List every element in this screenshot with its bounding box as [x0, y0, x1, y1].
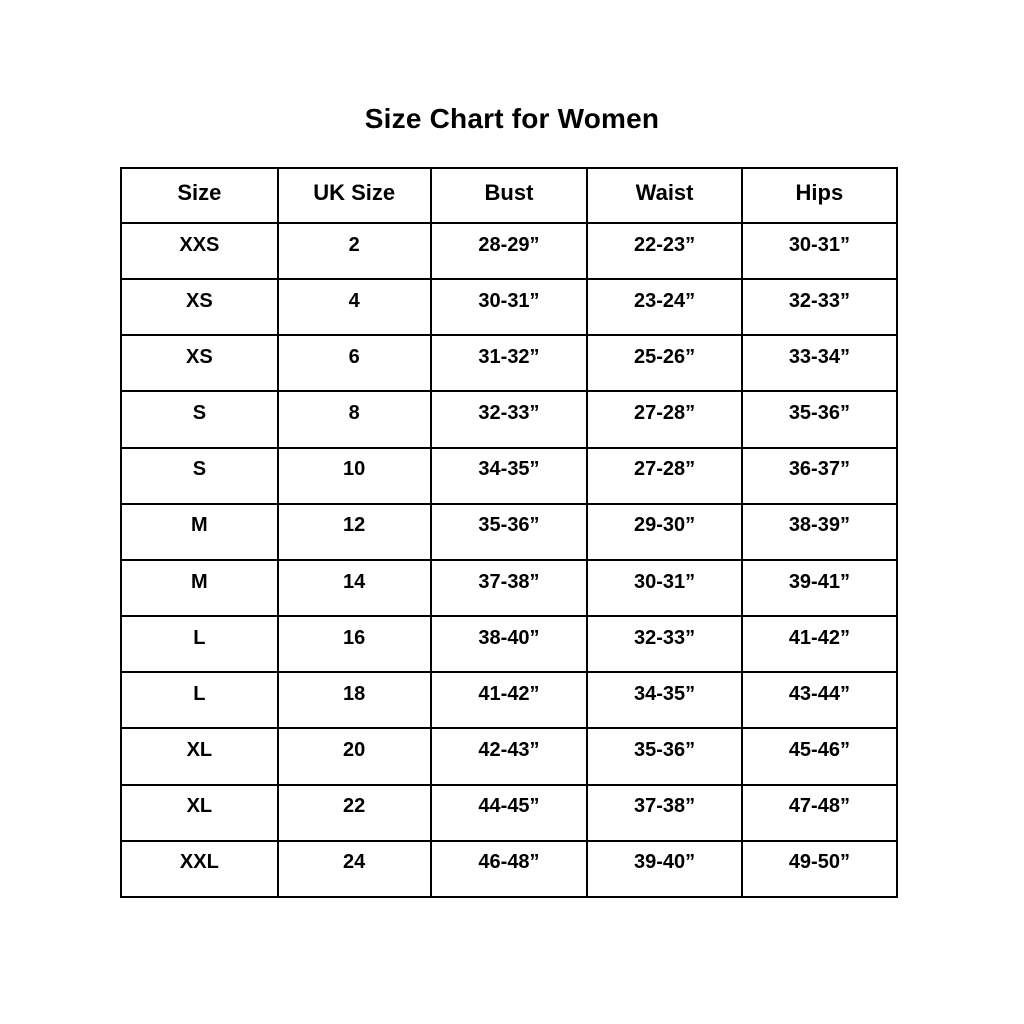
table-cell: XS	[121, 335, 278, 391]
table-cell: 32-33”	[742, 279, 897, 335]
table-cell: 39-40”	[587, 841, 741, 897]
table-cell: 22	[278, 785, 431, 841]
table-cell: 35-36”	[742, 391, 897, 447]
table-header-cell: Waist	[587, 168, 741, 223]
table-cell: 6	[278, 335, 431, 391]
table-cell: 35-36”	[587, 728, 741, 784]
table-cell: 2	[278, 223, 431, 279]
table-cell: XXL	[121, 841, 278, 897]
table-cell: 45-46”	[742, 728, 897, 784]
table-cell: 41-42”	[742, 616, 897, 672]
table-cell: 47-48”	[742, 785, 897, 841]
table-cell: 14	[278, 560, 431, 616]
table-cell: XS	[121, 279, 278, 335]
table-cell: 18	[278, 672, 431, 728]
table-row	[121, 728, 897, 784]
table-row	[121, 279, 897, 335]
table-cell: 37-38”	[587, 785, 741, 841]
table-cell: 12	[278, 504, 431, 560]
table-row	[121, 448, 897, 504]
table-row	[121, 841, 897, 897]
table-cell: 30-31”	[742, 223, 897, 279]
table-cell: 30-31”	[431, 279, 588, 335]
table-cell: 46-48”	[431, 841, 588, 897]
table-cell: 34-35”	[431, 448, 588, 504]
table-cell: 27-28”	[587, 448, 741, 504]
table-cell: XL	[121, 728, 278, 784]
table-cell: L	[121, 616, 278, 672]
table-cell: 39-41”	[742, 560, 897, 616]
table-cell: L	[121, 672, 278, 728]
table-cell: S	[121, 448, 278, 504]
size-chart-table	[120, 167, 898, 898]
table-cell: 42-43”	[431, 728, 588, 784]
table-cell: 30-31”	[587, 560, 741, 616]
table-cell: M	[121, 504, 278, 560]
table-header-cell: Hips	[742, 168, 897, 223]
table-cell: 23-24”	[587, 279, 741, 335]
table-row	[121, 335, 897, 391]
table-cell: 38-40”	[431, 616, 588, 672]
table-cell: 43-44”	[742, 672, 897, 728]
table-header-cell: Bust	[431, 168, 588, 223]
table-row	[121, 672, 897, 728]
table-cell: 41-42”	[431, 672, 588, 728]
table-cell: 8	[278, 391, 431, 447]
table-cell: 27-28”	[587, 391, 741, 447]
table-header-cell: Size	[121, 168, 278, 223]
table-cell: 37-38”	[431, 560, 588, 616]
table-row	[121, 616, 897, 672]
table-cell: 10	[278, 448, 431, 504]
table-row	[121, 785, 897, 841]
table-cell: 44-45”	[431, 785, 588, 841]
table-cell: XXS	[121, 223, 278, 279]
table-cell: 16	[278, 616, 431, 672]
table-cell: 22-23”	[587, 223, 741, 279]
table-row	[121, 223, 897, 279]
table-row	[121, 391, 897, 447]
table-cell: 29-30”	[587, 504, 741, 560]
table-cell: S	[121, 391, 278, 447]
table-cell: 49-50”	[742, 841, 897, 897]
table-cell: 31-32”	[431, 335, 588, 391]
table-cell: 33-34”	[742, 335, 897, 391]
table-cell: M	[121, 560, 278, 616]
table-cell: 32-33”	[431, 391, 588, 447]
table-cell: 35-36”	[431, 504, 588, 560]
table-cell: 24	[278, 841, 431, 897]
table-cell: 38-39”	[742, 504, 897, 560]
table-row	[121, 504, 897, 560]
table-cell: 34-35”	[587, 672, 741, 728]
table-cell: 25-26”	[587, 335, 741, 391]
table-header-row	[121, 168, 897, 223]
table-header-cell: UK Size	[278, 168, 431, 223]
table-cell: 28-29”	[431, 223, 588, 279]
table-row	[121, 560, 897, 616]
table-cell: 4	[278, 279, 431, 335]
table-cell: 36-37”	[742, 448, 897, 504]
table-cell: 20	[278, 728, 431, 784]
table-cell: 32-33”	[587, 616, 741, 672]
table-cell: XL	[121, 785, 278, 841]
page-title: Size Chart for Women	[364, 103, 660, 134]
